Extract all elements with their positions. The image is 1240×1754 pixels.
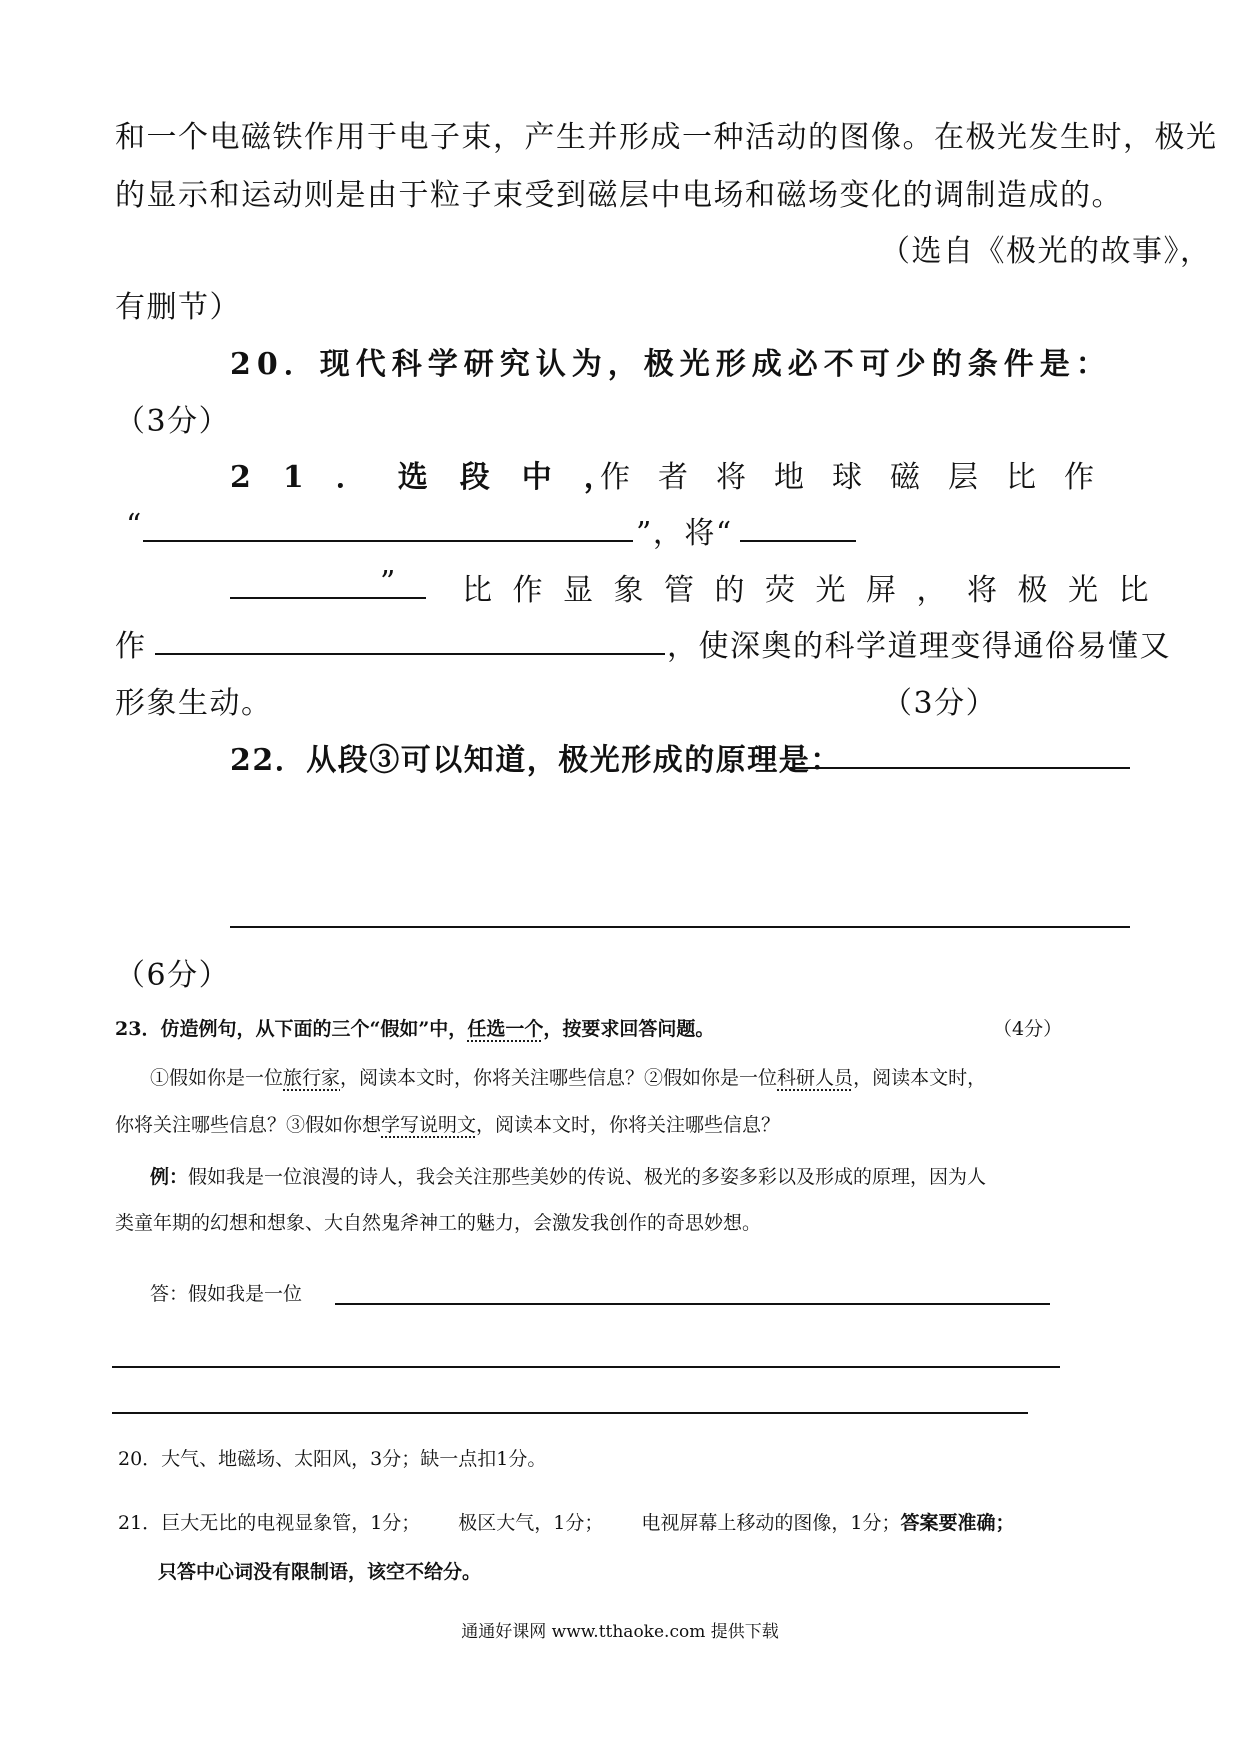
q23-p2a: 你将关注哪些信息？③假如你想 xyxy=(115,1114,382,1136)
passage-line-2: 的显示和运动则是由于粒子束受到磁层中电场和磁场变化的调制造成的。 xyxy=(115,178,1123,213)
q23-p2c: ，阅读本文时，你将关注哪些信息？ xyxy=(476,1114,781,1136)
answer-key-21-note-2: 只答中心词没有限制语，该空不给分。 xyxy=(158,1561,482,1583)
answer-line-1 xyxy=(335,1303,1050,1305)
question-23-example-1 xyxy=(150,1162,986,1189)
question-21-line5: 形象生动。 xyxy=(115,686,273,721)
question-23-prompt-2 xyxy=(115,1110,780,1137)
question-23-title-emphasis: 任选一个 xyxy=(467,1018,544,1040)
question-22: 22．从段③可以知道，极光形成的原理是： xyxy=(230,743,842,778)
answer-line-2 xyxy=(112,1366,1060,1368)
answer-key-21-note: 答案要准确； xyxy=(900,1512,1015,1534)
answer-key-21-part1: 巨大无比的电视显象管，1分； xyxy=(161,1512,421,1534)
q23-p1d: 科研人员 xyxy=(777,1067,854,1089)
answer-key-21 xyxy=(118,1508,1014,1535)
page-footer: 通通好课网 www.tthaoke.com 提供下载 xyxy=(461,1622,779,1642)
question-22-score: （6分） xyxy=(115,958,231,993)
question-21-quote-mid: ”，将“ xyxy=(636,516,733,551)
answer-key-20: 20．大气、地磁场、太阳风，3分；缺一点扣1分。 xyxy=(118,1448,547,1470)
question-23-prompt-1 xyxy=(150,1063,986,1090)
q23-p1e: ，阅读本文时， xyxy=(853,1067,987,1089)
passage-source: （选自《极光的故事》， xyxy=(880,234,1212,269)
question-21-text: 作者将地球磁层比作 xyxy=(600,460,1122,495)
question-23-title-a: 23．仿造例句，从下面的三个“假如”中， xyxy=(115,1018,468,1040)
passage-line-1: 和一个电磁铁作用于电子束，产生并形成一种活动的图像。在极光发生时，极光 xyxy=(115,120,1218,155)
example-text-1: 假如我是一位浪漫的诗人，我会关注那些美妙的传说、极光的多姿多彩以及形成的原理，因为人 xyxy=(188,1166,987,1188)
blank-21-2 xyxy=(740,540,856,542)
question-21-lead: 21．选段中， xyxy=(230,460,646,495)
example-label: 例： xyxy=(150,1166,189,1188)
question-21-quote-close: ” xyxy=(380,565,397,600)
answer-key-21-number: 21． xyxy=(118,1512,162,1534)
blank-21-3 xyxy=(155,653,665,655)
question-21-quote-open: “ xyxy=(126,508,143,543)
q23-p1a: ①假如你是一位 xyxy=(150,1067,284,1089)
question-21-score: （3分） xyxy=(882,686,998,721)
q23-p2b: 学写说明文 xyxy=(381,1114,477,1136)
answer-key-21-part2: 极区大气，1分； xyxy=(458,1512,604,1534)
question-21-line3: 比作显象管的荧光屏，将极光比 xyxy=(462,573,1169,608)
question-23-example-2: 类童年期的幻想和想象、大自然鬼斧神工的魅力，会激发我创作的奇思妙想。 xyxy=(115,1212,762,1234)
q23-p1c: ，阅读本文时，你将关注哪些信息？②假如你是一位 xyxy=(340,1067,778,1089)
question-23-title-c: ，按要求回答问题。 xyxy=(543,1018,715,1040)
blank-21-1 xyxy=(143,540,633,542)
answer-key-21-part3: 电视屏幕上移动的图像，1分； xyxy=(641,1512,901,1534)
question-21-line4-start: 作 xyxy=(115,629,147,664)
question-21-line4-end: ，使深奥的科学道理变得通俗易懂又 xyxy=(667,629,1171,664)
question-20-score: （3分） xyxy=(115,404,231,439)
q23-p1b: 旅行家 xyxy=(283,1067,341,1089)
blank-22-2 xyxy=(230,926,1130,928)
passage-source-cont: 有删节） xyxy=(115,290,241,325)
question-20: 20．现代科学研究认为，极光形成必不可少的条件是： xyxy=(230,347,1112,382)
question-23-title xyxy=(115,1014,714,1041)
answer-line-3 xyxy=(112,1412,1028,1414)
question-23-score: （4分） xyxy=(993,1018,1063,1040)
blank-22-1 xyxy=(790,767,1130,769)
question-23-answer-label: 答：假如我是一位 xyxy=(150,1283,303,1305)
